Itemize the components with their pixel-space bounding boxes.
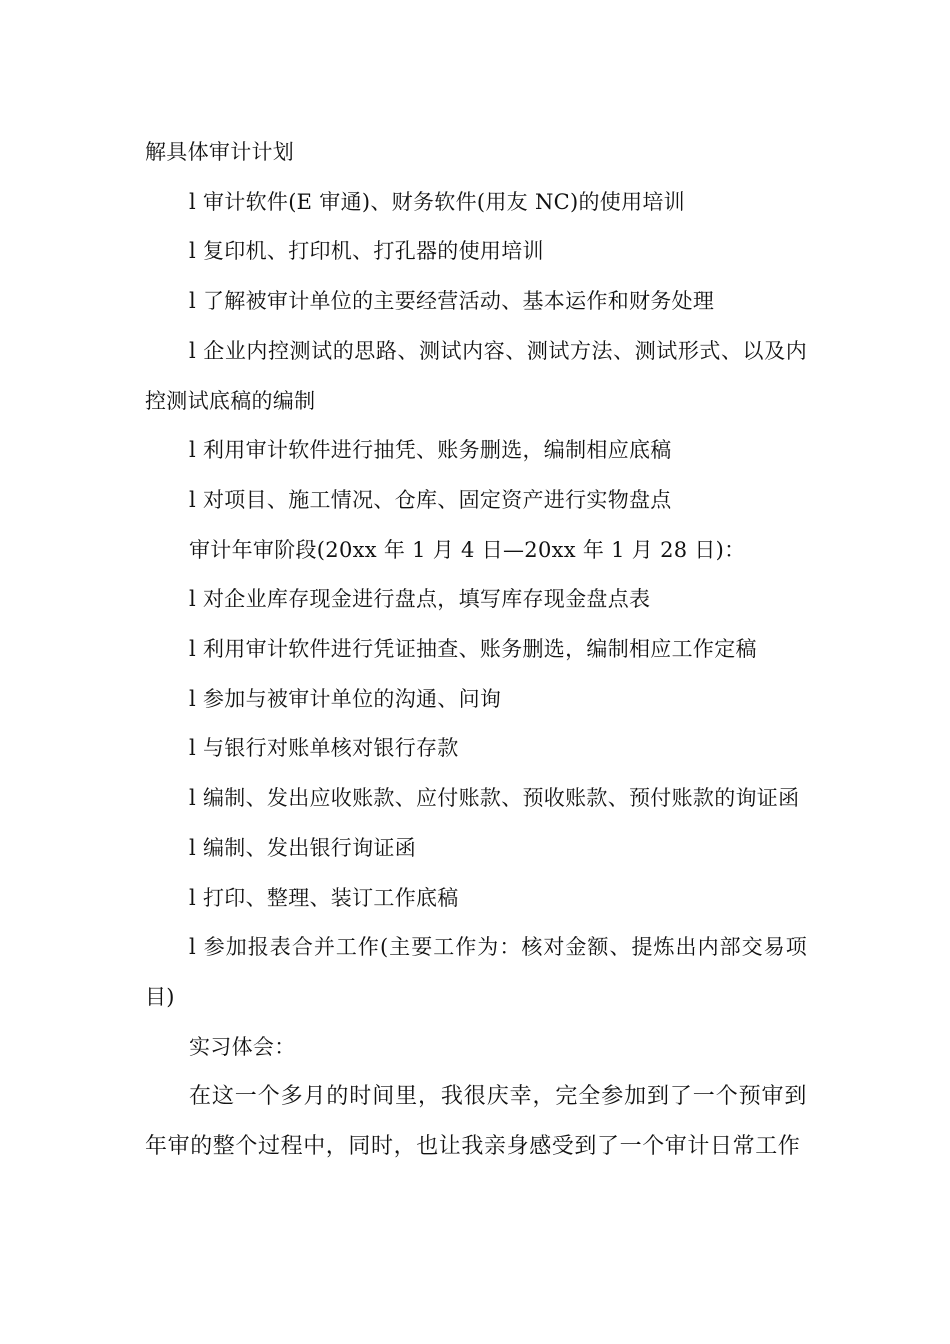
paragraph-7: l 对项目、施工情况、仓库、固定资产进行实物盘点 (189, 487, 672, 512)
paragraph-15: l 打印、整理、装订工作底稿 (189, 885, 459, 910)
paragraph-16: l 参加报表合并工作(主要工作为：核对金额、提炼出内部交易项目) (145, 935, 807, 1009)
paragraph-4: l 了解被审计单位的主要经营活动、基本运作和财务处理 (189, 289, 715, 314)
paragraph-10: l 利用审计软件进行凭证抽查、账务删选，编制相应工作定稿 (189, 637, 757, 662)
paragraph-13: l 编制、发出应收账款、应付账款、预收账款、预付账款的询证函 (189, 786, 800, 811)
paragraph-12: l 与银行对账单核对银行存款 (189, 736, 459, 761)
paragraph-5: l 企业内控测试的思路、测试内容、测试方法、测试形式、以及内控测试底稿的编制 (145, 338, 807, 413)
paragraph-3: l 复印机、打印机、打孔器的使用培训 (189, 239, 544, 264)
paragraph-2: l 审计软件(E 审通)、财务软件(用友 NC)的使用培训 (189, 189, 685, 214)
paragraph-17: 实习体会： (189, 1034, 296, 1059)
paragraph-6: l 利用审计软件进行抽凭、账务删选，编制相应底稿 (189, 438, 672, 463)
paragraph-14: l 编制、发出银行询证函 (189, 835, 416, 860)
paragraph-9: l 对企业库存现金进行盘点，填写库存现金盘点表 (189, 587, 651, 612)
paragraph-18: 在这一个多月的时间里，我很庆幸，完全参加到了一个预审到年审的整个过程中，同时，也让我亲身感受到了一个审计日常工作 (145, 1084, 807, 1160)
document-body (145, 128, 807, 1172)
paragraph-8: 审计年审阶段(20xx 年 1 月 4 日—20xx 年 1 月 28 日)： (189, 537, 746, 562)
paragraph-1: 解具体审计计划 (145, 140, 295, 164)
paragraph-11: l 参加与被审计单位的沟通、问询 (189, 686, 502, 711)
